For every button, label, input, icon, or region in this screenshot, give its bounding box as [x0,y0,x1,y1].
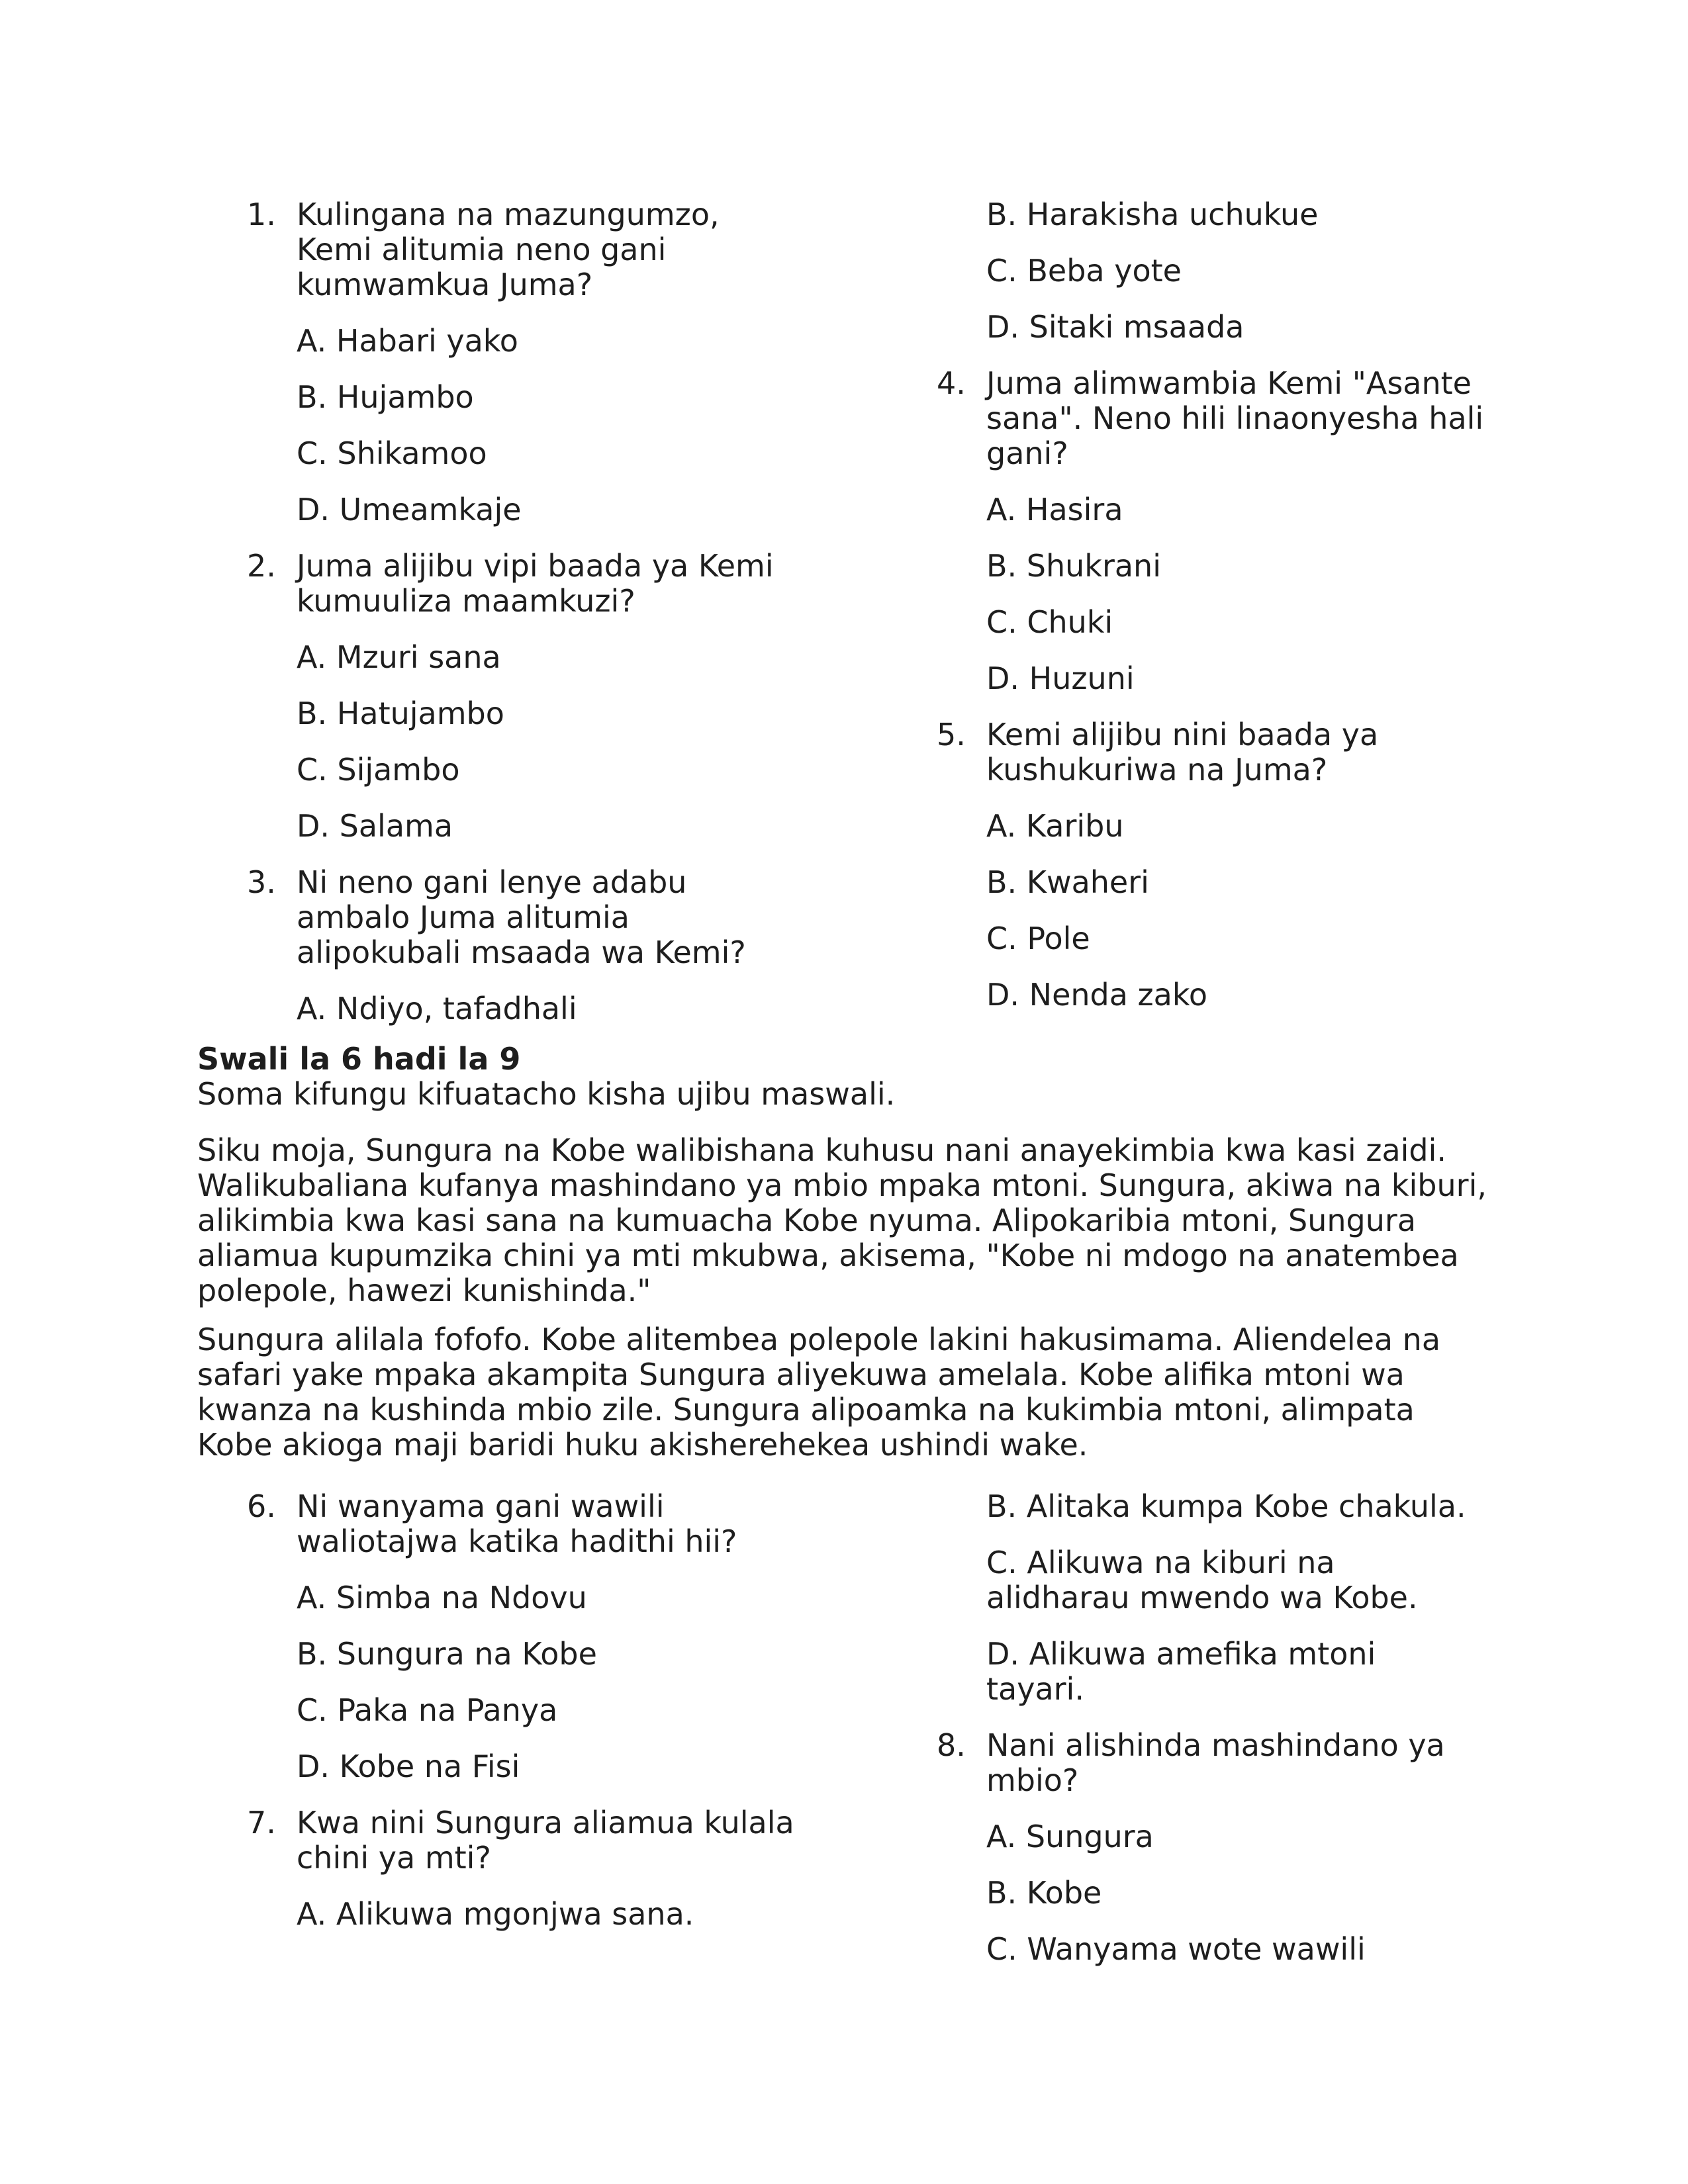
option: A. Sungura [986,1819,1154,1854]
option: B. Kwaheri [986,864,1149,900]
option: A. Karibu [986,808,1124,844]
question-7 [197,1805,800,1876]
question-1 [197,197,800,302]
option: A. Alikuwa mgonjwa sana. [297,1896,694,1932]
question-number: 7. [247,1805,276,1841]
option: D. Salama [297,808,453,844]
question-text: Nani alishinda mashindano ya mbio? [986,1727,1445,1798]
option: C. Chuki [986,604,1113,640]
option: B. Harakisha uchukue [986,197,1319,232]
question-text: Ni neno gani lenye adabu ambalo Juma alitumia alipokubali msaada wa Kemi? [297,864,746,970]
question-text: Ni wanyama gani wawili waliotajwa katika hadithi hii? [297,1488,737,1559]
question-4 [887,366,1509,471]
option: C. Alikuwa na kiburi na alidharau mwendo wa Kobe. [986,1545,1418,1615]
option: D. Nenda zako [986,977,1208,1013]
question-number: 5. [937,717,966,752]
question-text: Juma alijibu vipi baada ya Kemi kumuuliza maamkuzi? [297,548,774,619]
option: D. Kobe na Fisi [297,1749,520,1784]
option: B. Shukrani [986,548,1161,584]
option: C. Paka na Panya [297,1692,558,1728]
question-6 [197,1489,800,1559]
option: C. Wanyama wote wawili [986,1931,1366,1967]
option: C. Beba yote [986,253,1182,289]
question-number: 4. [937,365,966,401]
question-number: 6. [247,1488,276,1524]
passage-paragraph-1: Siku moja, Sungura na Kobe walibishana kuhusu nani anayekimbia kwa kasi zaidi. Walikubaliana kufanya mashindano ya mbio mpaka mtoni. Sungura, akiwa na kiburi, alikimbia kwa kasi sana na kumuacha Kobe nyuma. Alipokaribia mtoni, Sungura aliamua kupumzika chini ya mti mkubwa, akisema, "Kobe ni mdogo na anatembea polepole, hawezi kunishinda." [197,1132,1487,1308]
section-title: Swali la 6 hadi la 9 [197,1041,521,1077]
option: A. Hasira [986,492,1123,527]
option: B. Hujambo [297,379,474,415]
question-5 [887,717,1509,788]
question-text: Kwa nini Sungura aliamua kulala chini ya mti? [297,1805,794,1876]
option: D. Huzuni [986,660,1135,696]
questions-3-5-column [887,197,1503,1013]
question-number: 2. [247,548,276,584]
option: A. Ndiyo, tafadhali [297,991,577,1026]
questions-6-7-column [197,1489,793,1932]
questions-1-3-column [197,197,793,1026]
option: B. Alitaka kumpa Kobe chakula. [986,1488,1466,1524]
section-instruction: Soma kifungu kifuatacho kisha ujibu maswali. [197,1076,896,1112]
passage-paragraph-2: Sungura alilala fofofo. Kobe alitembea polepole lakini hakusimama. Aliendelea na safari yake mpaka akampita Sungura aliyekuwa amelala. Kobe alifika mtoni wa kwanza na kushinda mbio zile. Sungura alipoamka na kukimbia mtoni, alimpata Kobe akioga maji baridi huku akisherehekea ushindi wake. [197,1322,1441,1463]
option: B. Hatujambo [297,696,504,731]
question-2 [197,549,800,619]
question-number: 1. [247,197,276,232]
option: D. Umeamkaje [297,492,522,527]
option: B. Kobe [986,1875,1102,1911]
question-8 [887,1728,1509,1798]
option: A. Mzuri sana [297,639,501,675]
option: A. Simba na Ndovu [297,1580,587,1615]
question-text: Juma alimwambia Kemi "Asante sana". Neno hili linaonyesha hali gani? [986,365,1484,471]
option: C. Sijambo [297,752,460,788]
question-number: 8. [937,1727,966,1763]
option: D. Sitaki msaada [986,309,1244,345]
option: C. Pole [986,921,1090,956]
question-3 [197,865,800,970]
option: D. Alikuwa amefika mtoni tayari. [986,1636,1376,1707]
option: A. Habari yako [297,323,518,359]
option: B. Sungura na Kobe [297,1636,597,1672]
question-number: 3. [247,864,276,900]
question-text: Kemi alijibu nini baada ya kushukuriwa na Juma? [986,717,1379,788]
section-heading [197,1042,1521,1112]
question-text: Kulingana na mazungumzo, Kemi alitumia neno gani kumwamkua Juma? [297,197,720,302]
option: C. Shikamoo [297,435,487,471]
questions-7-8-column [887,1489,1503,1967]
